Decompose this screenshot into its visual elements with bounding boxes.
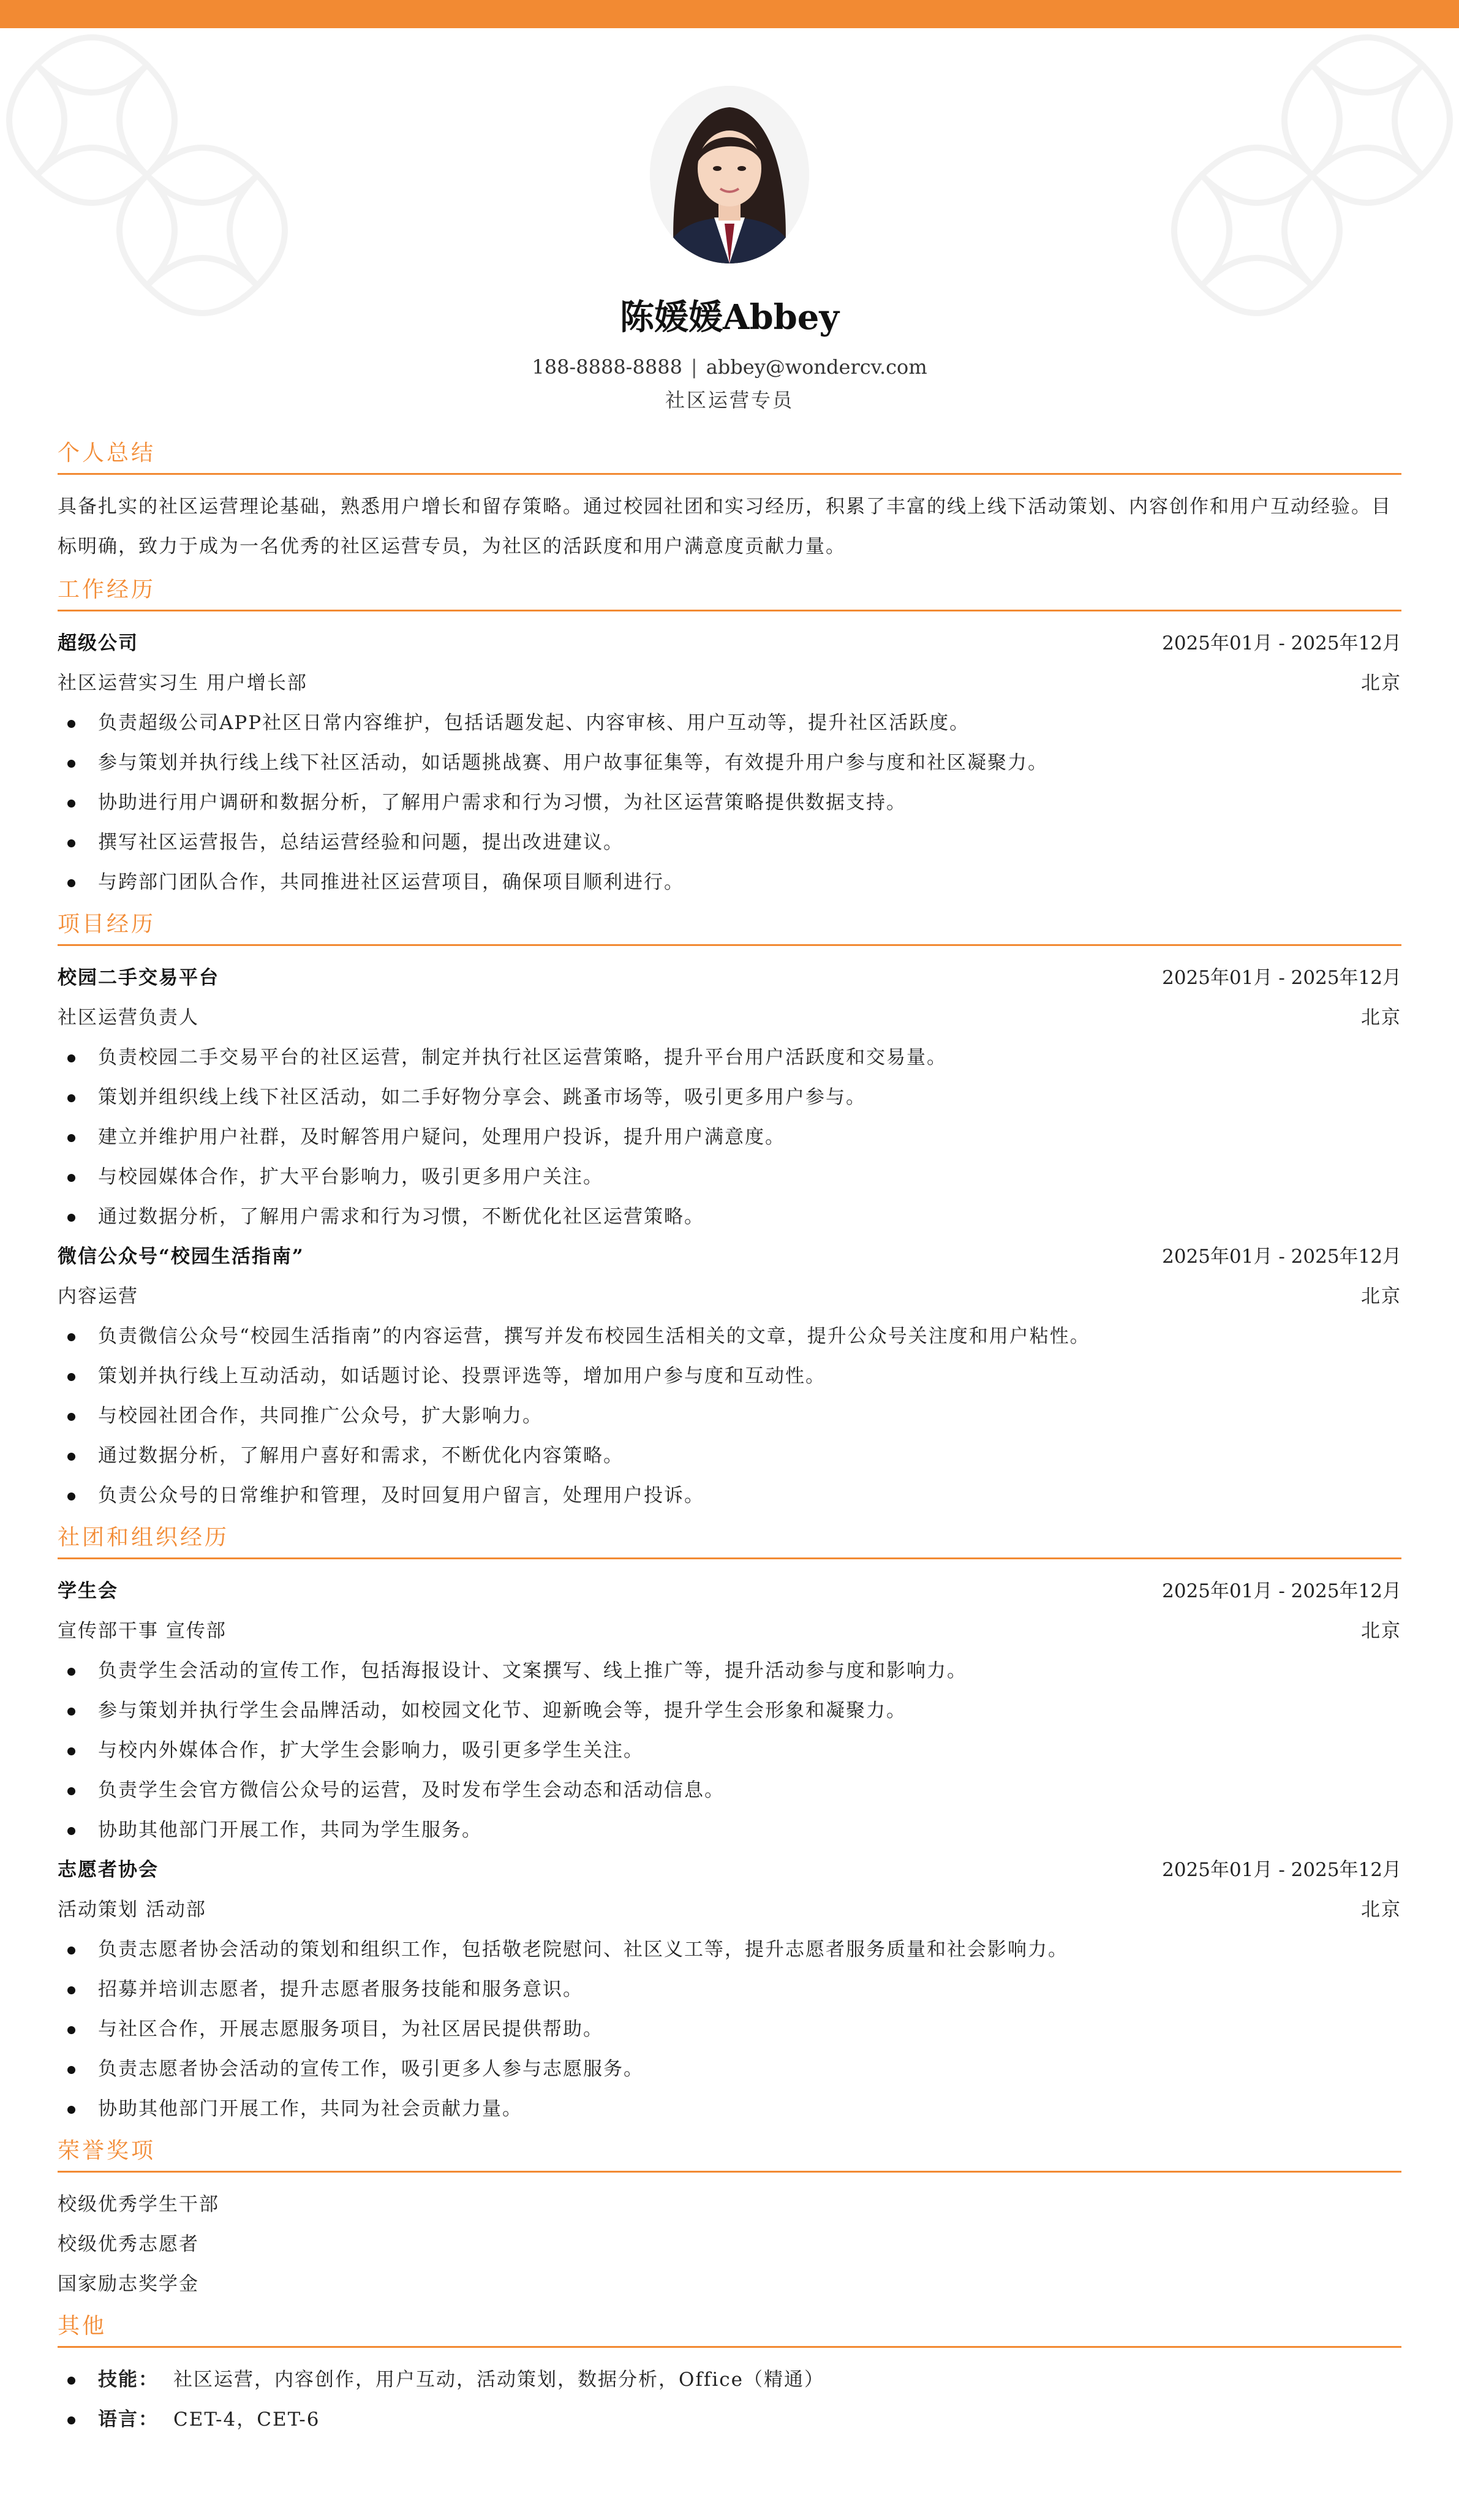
honor-item: 校级优秀志愿者 — [58, 2233, 199, 2255]
section-title: 其他 — [58, 2308, 1401, 2348]
skills-value: 社区运营，内容创作，用户互动，活动策划，数据分析，Office（精通） — [173, 2369, 824, 2391]
bullet-item: 协助其他部门开展工作，共同为社会贡献力量。 — [58, 2089, 1401, 2129]
bullet-item: 与校园社团合作，共同推广公众号，扩大影响力。 — [58, 1396, 1401, 1436]
honor-item: 校级优秀学生干部 — [58, 2193, 219, 2215]
bullet-item: 负责公众号的日常维护和管理，及时回复用户留言，处理用户投诉。 — [58, 1476, 1401, 1516]
date-range: 2025年01月 - 2025年12月 — [1162, 1580, 1401, 1602]
bullet-item: 协助其他部门开展工作，共同为学生服务。 — [58, 1811, 1401, 1850]
bullet-list — [58, 1651, 1401, 1850]
projects-section — [58, 906, 1401, 1516]
section-title: 个人总结 — [58, 435, 1401, 475]
candidate-name: 陈媛媛Abbey — [620, 297, 839, 338]
bullet-list — [58, 703, 1401, 902]
summary-text: 具备扎实的社区运营理论基础，熟悉用户增长和留存策略。通过校园社团和实习经历，积累了丰富的线上线下活动策划、内容创作和用户互动经验。目标明确，致力于成为一名优秀的社区运营专员，为社区的活跃度和用户满意度贡献力量。 — [58, 496, 1392, 558]
portrait-photo — [650, 86, 809, 263]
location: 北京 — [1361, 1620, 1401, 1642]
project-name: 微信公众号“校园生活指南” — [58, 1246, 304, 1268]
bullet-item: 策划并组织线上线下社区活动，如二手好物分享会、跳蚤市场等，吸引更多用户参与。 — [58, 1078, 1401, 1118]
bullet-item: 负责学生会官方微信公众号的运营，及时发布学生会动态和活动信息。 — [58, 1771, 1401, 1811]
role-title: 社区运营负责人 — [58, 1007, 199, 1029]
clubs-section — [58, 1519, 1401, 2129]
resume-header — [0, 86, 1459, 414]
role-title: 活动策划 活动部 — [58, 1899, 206, 1921]
bullet-item: 参与策划并执行学生会品牌活动，如校园文化节、迎新晚会等，提升学生会形象和凝聚力。 — [58, 1691, 1401, 1731]
bullet-item: 与社区合作，开展志愿服务项目，为社区居民提供帮助。 — [58, 2010, 1401, 2049]
date-range: 2025年01月 - 2025年12月 — [1162, 967, 1401, 989]
section-title: 社团和组织经历 — [58, 1519, 1401, 1559]
languages-item — [58, 2400, 1401, 2440]
club-entry — [58, 1572, 1401, 1850]
date-range: 2025年01月 - 2025年12月 — [1162, 632, 1401, 654]
bullet-list — [58, 1930, 1401, 2129]
location: 北京 — [1361, 1285, 1401, 1307]
project-entry — [58, 958, 1401, 1237]
target-position: 社区运营专员 — [665, 388, 794, 412]
resume-body — [58, 435, 1401, 2443]
skills-label: 技能： — [98, 2369, 159, 2391]
bullet-item: 负责超级公司APP社区日常内容维护，包括话题发起、内容审核、用户互动等，提升社区活跃度。 — [58, 703, 1401, 743]
bullet-item: 通过数据分析，了解用户需求和行为习惯，不断优化社区运营策略。 — [58, 1197, 1401, 1237]
bullet-list — [58, 1038, 1401, 1237]
other-list — [58, 2360, 1401, 2440]
bullet-item: 通过数据分析，了解用户喜好和需求，不断优化内容策略。 — [58, 1436, 1401, 1476]
bullet-item: 策划并执行线上互动活动，如话题讨论、投票评选等，增加用户参与度和互动性。 — [58, 1356, 1401, 1396]
role-title: 宣传部干事 宣传部 — [58, 1620, 227, 1642]
work-entry — [58, 624, 1401, 902]
bullet-item: 协助进行用户调研和数据分析，了解用户需求和行为习惯，为社区运营策略提供数据支持。 — [58, 783, 1401, 823]
work-section — [58, 572, 1401, 902]
contact-line — [0, 353, 1459, 381]
phone-number: 188-8888-8888 — [532, 355, 682, 379]
email-address: abbey@wondercv.com — [706, 355, 927, 379]
bullet-item: 建立并维护用户社群，及时解答用户疑问，处理用户投诉，提升用户满意度。 — [58, 1118, 1401, 1157]
bullet-item: 负责校园二手交易平台的社区运营，制定并执行社区运营策略，提升平台用户活跃度和交易量。 — [58, 1038, 1401, 1078]
languages-label: 语言： — [98, 2408, 159, 2431]
project-name: 校园二手交易平台 — [58, 967, 219, 989]
role-title: 内容运营 — [58, 1285, 138, 1307]
bullet-item: 负责志愿者协会活动的策划和组织工作，包括敬老院慰问、社区义工等，提升志愿者服务质量和社会影响力。 — [58, 1930, 1401, 1970]
organization-name: 学生会 — [58, 1580, 118, 1602]
club-entry — [58, 1850, 1401, 2129]
date-range: 2025年01月 - 2025年12月 — [1162, 1859, 1401, 1881]
section-title: 项目经历 — [58, 906, 1401, 946]
languages-value: CET-4，CET-6 — [173, 2408, 320, 2431]
bullet-item: 与校内外媒体合作，扩大学生会影响力，吸引更多学生关注。 — [58, 1731, 1401, 1771]
honor-item: 国家励志奖学金 — [58, 2273, 199, 2295]
project-entry — [58, 1237, 1401, 1516]
other-section — [58, 2308, 1401, 2440]
organization-name: 超级公司 — [58, 632, 138, 654]
bullet-item: 参与策划并执行线上线下社区活动，如话题挑战赛、用户故事征集等，有效提升用户参与度和社区凝聚力。 — [58, 743, 1401, 783]
contact-separator: | — [690, 355, 698, 379]
top-accent-bar — [0, 0, 1459, 28]
location: 北京 — [1361, 1899, 1401, 1921]
organization-name: 志愿者协会 — [58, 1859, 159, 1881]
avatar — [650, 86, 809, 263]
bullet-item: 招募并培训志愿者，提升志愿者服务技能和服务意识。 — [58, 1970, 1401, 2010]
bullet-item: 负责志愿者协会活动的宣传工作，吸引更多人参与志愿服务。 — [58, 2049, 1401, 2089]
bullet-item: 与跨部门团队合作，共同推进社区运营项目，确保项目顺利进行。 — [58, 863, 1401, 902]
bullet-list — [58, 1317, 1401, 1516]
role-title: 社区运营实习生 用户增长部 — [58, 672, 307, 694]
section-title: 荣誉奖项 — [58, 2133, 1401, 2173]
date-range: 2025年01月 - 2025年12月 — [1162, 1246, 1401, 1268]
honors-section — [58, 2133, 1401, 2304]
location: 北京 — [1361, 672, 1401, 694]
bullet-item: 撰写社区运营报告，总结运营经验和问题，提出改进建议。 — [58, 823, 1401, 863]
bullet-item: 负责微信公众号“校园生活指南”的内容运营，撰写并发布校园生活相关的文章，提升公众号关注度和用户粘性。 — [58, 1317, 1401, 1356]
skills-item — [58, 2360, 1401, 2400]
location: 北京 — [1361, 1007, 1401, 1029]
section-title: 工作经历 — [58, 572, 1401, 611]
bullet-item: 负责学生会活动的宣传工作，包括海报设计、文案撰写、线上推广等，提升活动参与度和影响力。 — [58, 1651, 1401, 1691]
bullet-item: 与校园媒体合作，扩大平台影响力，吸引更多用户关注。 — [58, 1157, 1401, 1197]
summary-section — [58, 435, 1401, 567]
